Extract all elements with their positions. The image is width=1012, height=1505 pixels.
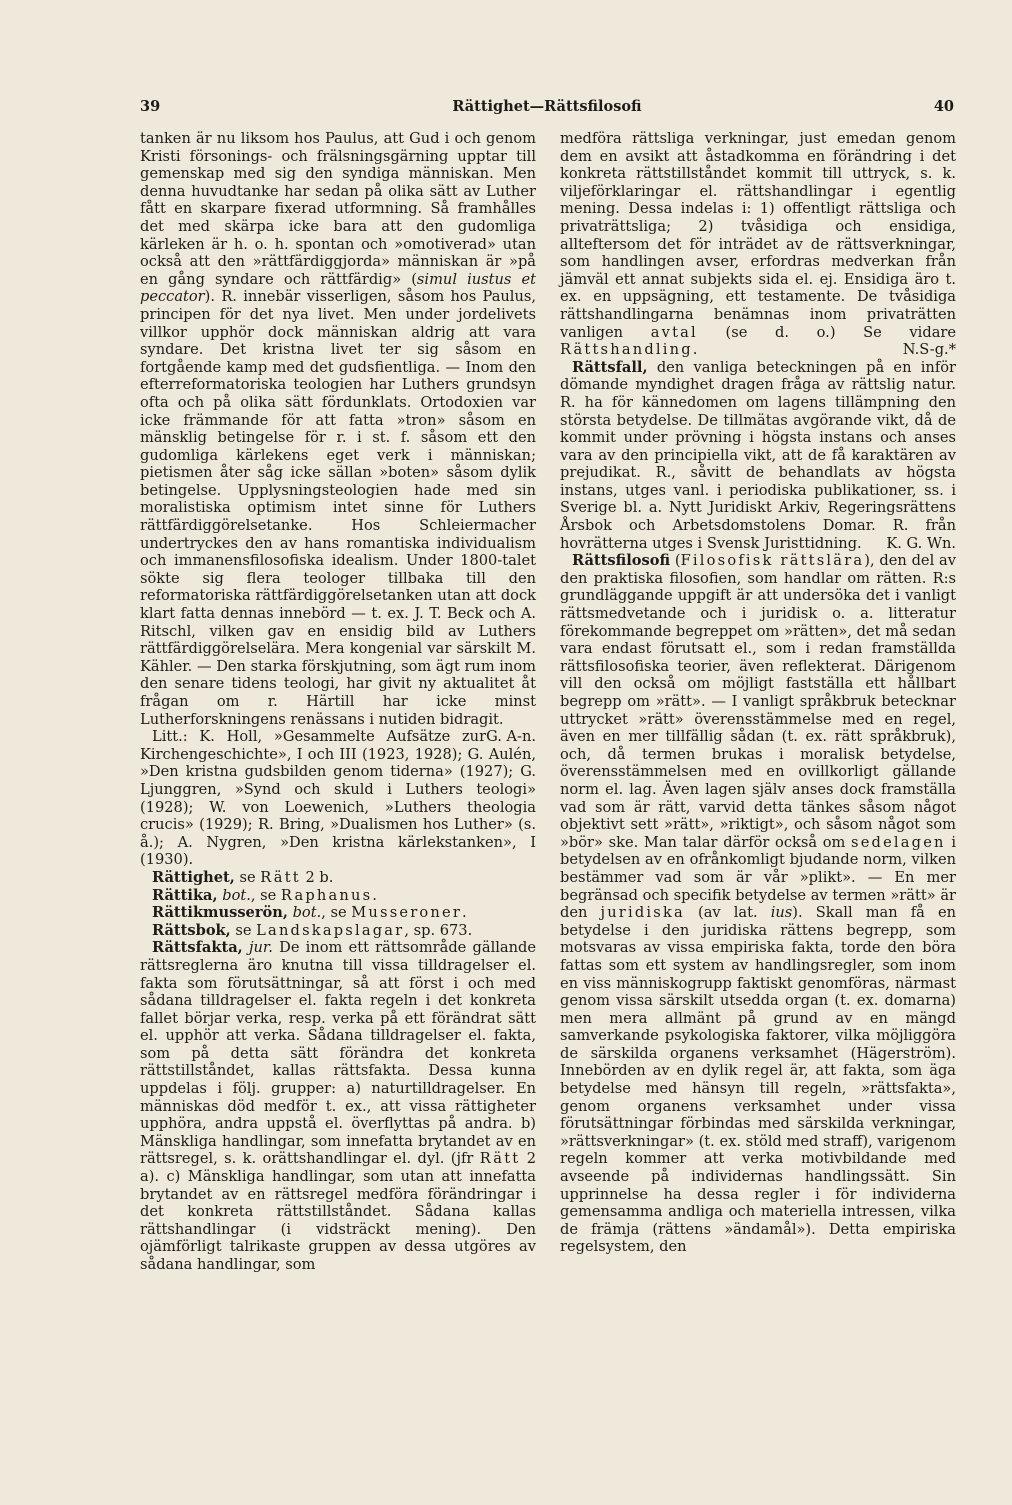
article-rattfardiggorelse-continuation: tanken är nu liksom hos Paulus, att Gud i och genom Kristi försonings- och frälsningsgärning upptar till gemenskap med sig den syndiga människan. Men denna huvudtanke har sedan på olika sätt av Luther fått en skarpare fixerad utformning. Så framhålles det med skärpa icke bara att den gudomliga kärleken är h. o. h. spontan och »omotiverad» utan också att den »rättfärdiggjorda» människan är »på en gång syndare och rättfärdig» (simul iustus et peccator). R. innebär visserligen, såsom hos Paulus, principen för det nya livet. Men under jordelivets villkor upphör dock människan aldrig att vara syndare. Det kristna livet ter sig såsom en fortgående kamp med det gudsfientliga. — Inom den efterreformatoriska teologien har Luthers grundsyn ofta och på olika sätt fördunklats. Ortodoxien var icke främmande för att fatta »tron» såsom en mänsklig betingelse för r. i st. f. såsom ett den gudomliga kärlekens eget verk i människan; pietismen åter såg icke sällan »boten» såsom dylik betingelse. Upplysningsteologien hade med sin moralistiska optimism intet sinne för Luthers rättfärdiggörelsetanke. Hos Schleiermacher undertryckes den av hans romantiska individualism och immanensfilosofiska idealism. Under 1800-talet sökte sig flera teologer tillbaka till den reformatoriska rättfärdiggörelsetanken utan att dock klart fatta dennas innebörd — t. ex. J. T. Beck och A. Ritschl, vilken gav en ensidig bild av Luthers rättfärdiggörelselära. Mera kongenial var särskilt M. Kähler. — Den starka förskjutning, som ägt rum inom den senare tidens teologi, har givit ny aktualitet åt frågan om r. Härtill har icke minst Lutherforskningens renässans i nutiden bidragit. G. A-n.	[140, 130, 536, 746]
entry-rattsfall: Rättsfall, den vanliga beteckningen på en inför dömande myndighet dragen fråga av rättslig natur. R. ha för kännedomen om lagens tillämpning den största betydelse. De tillmätas avgörande vikt, då de kommit under prövning i högsta instans och anses vara av den principiella vikt, att de få karaktären av prejudikat. R., såvitt de behandlats av högsta instans, utges vanl. i periodiska publikationer, ss. i Sverige bl. a. Nytt Juridiskt Arkiv, Regeringsrättens Årsbok och Arbetsdomstolens Domar. R. från hovrätterna utges i Svensk Juristtidning. K. G. Wn.	[560, 358, 956, 552]
cross-reference: Rätt	[479, 1150, 521, 1168]
cross-reference: Rätt	[260, 868, 301, 886]
page-number-left: 39	[140, 98, 161, 115]
entry-rattsbok: Rättsbok, se Landskapslagar, sp. 673.	[152, 921, 473, 939]
running-title: Rättighet—Rättsfilosofi	[452, 98, 642, 115]
entry-rattikmusseron: Rättikmusserön, bot., se Musseroner.	[152, 904, 467, 922]
right-column	[560, 130, 956, 1256]
literature-references: Litt.: K. Holl, »Gesammelte Aufsätze zur Kirchengeschichte», I och III (1923, 1928); G. Aulén, »Den kristna gudsbilden genom tiderna» (1927); G. Ljunggren, »Synd och skuld i Luthers teologi» (1928); W. von Loewenich, »Luthers theologia crucis» (1929); R. Bring, »Dualismen hos Luther» (s. å.); A. Nygren, »Den kristna kärlekstanken», I (1930).	[140, 728, 536, 869]
entry-rattighet: Rättighet, se Rätt 2 b.	[152, 868, 334, 886]
entry-rattsfakta-continuation: medföra rättsliga verkningar, just emedan genom dem en avsikt att åstadkomma en förändring i det konkreta rättstillståndet kommit till uttryck, s. k. viljeförklaringar el. rättshandlingar i egentlig mening. Dessa indelas i: 1) offentligt rättsliga och privaträttsliga; 2) tvåsidiga och ensidiga, allteftersom det för inträdet av de rättsverkningar, som handlingen avser, erfordras medverkan från jämväl ett annat subjekts sida el. ej. Ensidiga äro t. ex. en uppsägning, ett testamente. De tvåsidiga rättshandlingarna benämnas inom privaträtten vanligen avtal (se d. o.) Se vidare Rättshandling. N.S-g.*	[560, 130, 957, 359]
cross-reference: Musseroner	[351, 904, 463, 922]
page-number-right: 40	[933, 98, 954, 115]
cross-reference: Landskapslagar	[256, 921, 405, 939]
author-signature: G. A-n.	[486, 728, 536, 746]
entry-rattsfilosofi: Rättsfilosofi (Filosofisk rättslära), den del av den praktiska filosofien, som handlar om rätten. R:s grundläggande uppgift är att undersöka det i vanligt rättsmedvetande och i juridisk o. a. litteratur förekommande begreppet om »rätten», det må sedan vara endast förutsatt el., som i redan framställda rättsfilosofiska teorier, även reflekterat. Därigenom vill den också om möjligt fastställa ett hållbart begrepp om »rätt». — I vanligt språkbruk betecknar uttrycket »rätt» överensstämmelse med en regel, även en mer tillfällig sådan (t. ex. rätt språkbruk), och, då termen brukas i moralisk betydelse, överensstämmelsen med en ovillkorligt gällande norm el. lag. Även lagen själv anses dock framställa vad som är rätt, varvid detta tänkes såsom något objektivt sett »rätt», »riktigt», och såsom något som »bör» ske. Man talar därför också om sedelagen i betydelsen av en ofrånkomligt bjudande norm, vilken bestämmer vad som är vår »plikt». — En mer begränsad och specifik betydelse av termen »rätt» är den juridiska (av lat. ius). Skall man få en betydelse i den juridiska rättens begrepp, som motsvaras av vissa empiriska fakta, torde den böra fattas som ett system av handlingsregler, som inom en viss människogrupp faktiskt genomföras, närmast genom vissa särskilt utsedda organ (t. ex. domarna) men mera allmänt på grund av en mängd samverkande psykologiska faktorer, vilka möjliggöra de särskilda organens verksamhet (Hägerström). Innebörden av en dylik regel är, att fakta, som äga betydelse med hänsyn till regeln, »rättsfakta», genom organens verksamhet under vissa förutsättningar förbindas med särskilda verkningar, »rättsverkningar» (t. ex. stöld med straff), varigenom regeln kommer att verka motivbildande med avseende på individernas handlingssätt. Sin upprinnelse ha dessa regler i för individerna gemensamma andliga och materiella intressen, vilka de främja (rättens »ändamål»). Detta empiriska regelsystem, den	[560, 552, 956, 1256]
entry-rattsfakta: Rättsfakta, jur. De inom ett rättsområde gällande rättsreglerna äro knutna till vissa tilldragelser el. fakta som förutsättningar, så att först i och med sådana tilldragelser el. fakta regeln i det konkreta fallet börjar verka, resp. verka på ett förändrat sätt el. upphör att verka. Sådana tilldragelser el. fakta, som på detta sätt förändra det konkreta rättstillståndet, kallas rättsfakta. Dessa kunna uppdelas i följ. grupper: a) naturtilldragelser. En människas död medför t. ex., att vissa rättigheter upphöra, andra uppstå el. överflyttas på andra. b) Mänskliga handlingar, som innefatta brytandet av en rättsregel, s. k. orättshandlingar el. dyl. (jfr Rätt 2 a). c) Mänskliga handlingar, som utan att innefatta brytandet av en rättsregel medföra förändringar i det konkreta rättstillståndet. Sådana kallas rättshandlingar (i vidsträckt mening). Den ojämförligt talrikaste gruppen av dessa utgöres av sådana handlingar, som	[140, 939, 536, 1273]
cross-reference: Rättshandling	[560, 341, 693, 359]
author-signature: N.S-g.*	[902, 341, 956, 359]
author-signature: K. G. Wn.	[886, 534, 956, 552]
cross-reference: Raphanus	[280, 886, 373, 904]
running-header	[140, 98, 954, 120]
entry-rattika: Rättika, bot., se Raphanus.	[152, 886, 377, 904]
left-column	[140, 130, 536, 1274]
